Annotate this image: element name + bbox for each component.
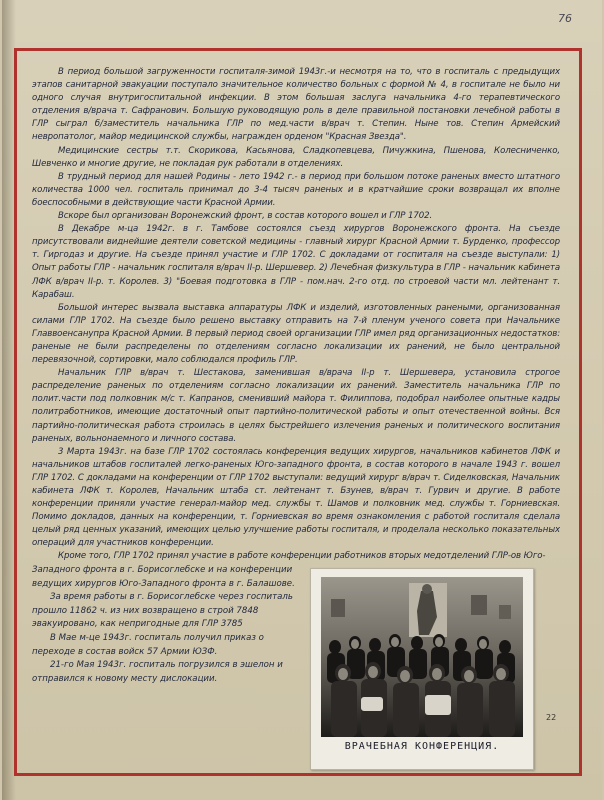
paragraph: Вскоре был организован Воронежский фронт, в состав которого вошел и ГЛР 1702.	[58, 211, 433, 222]
paragraph: Начальник ГЛР в/врач т. Шестакова, заменившая в/врача II-р т. Шершевера, установила строгое распределение раненых по отделениям согласно локализации их ранений. Заместитель начальника ГЛР по полит.части под полковник м/с т. Капранов, сменивший майора т. Филиппова, подобрал наиболее опытные кадры политработников, имеющие достаточный опыт партийно-политической работы и опыт отечественной войны. Вся партийно-политическая работа строилась в целях быстрейшего излечения раненых и политического воспитания раненых, вольнонаемного и личного состава.	[32, 368, 560, 444]
paragraph: В Мае м-це 1943г. госпиталь получил приказ о переходе в состав войск 57 Армии ЮЗФ.	[32, 632, 264, 657]
paragraph: Западного фронта в г. Борисоглебске и на конференции ведущих хирургов Юго-Западного фронта в г. Балашове.	[32, 565, 295, 589]
paragraph: Медицинские сестры т.т. Скорикова, Касьянова, Сладкопевцева, Пичужкина, Пшенова, Колесниченко, Шевченко и многие другие, не покладая рук работали в отделениях.	[32, 145, 560, 169]
handwritten-text-block	[32, 66, 560, 564]
page-number: 76	[558, 12, 572, 25]
page-mark: 22	[546, 713, 557, 722]
paragraph: 3 Марта 1943г. на базе ГЛР 1702 состоялась конференция ведущих хирургов, начальников кабинетов ЛФК и начальников штабов госпиталей легко-раненых Юго-западного фронта, в состав которого в начале 1943 г. вошел ГЛР 1702. С докладами на конференции от ГЛР 1702 выступали: ведущий хирург в/врач т. Сиделковская, Начальник кабинета ЛФК т. Королев, Начальник штаба ст. лейтенант т. Бзунев, в/врач т. Гурвич и другие. В работе конференции приняли участие генерал-майор мед. службы т. Шамов и полковник мед. службы т. Горниевская. Помимо докладов, данных на конференции, т. Горниевская во время ознакомления с работой госпиталя сделала целый ряд ценных указаний, имеющих целью улучшение работы госпиталя, и проделала несколько показательных операций для участников конференции.	[32, 446, 560, 549]
conference-photo	[321, 577, 523, 737]
photo-mount	[310, 568, 534, 770]
lower-text-block	[32, 564, 302, 686]
paragraph: Большой интерес вызвала выставка аппаратуры ЛФК и изделий, изготовленных ранеными, организованная силами ГЛР 1702. На съезде было решено выставку отправить на 7-й пленум ученого совета при Начальнике Главвоенсанупра Красной Армии. В первый период своей организации ГЛР имел ряд организационных недостатков: раненые не были распределены по отделениям согласно локализации их ранений, не было центральной перевязочной, сортировки, мало соблюдался профиль ГЛР.	[32, 302, 560, 366]
paragraph: За время работы в г. Борисоглебске через госпиталь прошло 11862 ч. из них возвращено в строй 7848 эвакуировано, как непригодные для ГЛР 3785	[32, 592, 293, 630]
photo-caption: ВРАЧЕБНАЯ КОНФЕРЕНЦИЯ.	[344, 741, 500, 752]
paragraph: Кроме того, ГЛР 1702 принял участие в работе конференции работников вторых медотделений ГЛР-ов Юго-	[58, 551, 546, 562]
paragraph: В трудный период для нашей Родины - лето 1942 г.- в период при большом потоке раненых вместо штатного количества 1000 чел. госпиталь принимал до 3-4 тысяч раненых и в кратчайшие сроки возвращал их вполне боеспособными в действующие части Красной Армии.	[32, 171, 560, 208]
paragraph: В период большой загруженности госпиталя-зимой 1943г.-и несмотря на то, что в госпиталь с предыдущих этапов санитарной эвакуации поступало значительное количество больных с формой № 4, в госпитале не было ни одного случая внутригоспитальной инфекции. В этом большая заслуга начальника 4-го терапевтического отделения в/врача т. Сафранович. Большую руководящую роль в деле правильной постановки лечебной работы в ГЛР сыграл б/заместитель начальника ГЛР по мед.части в/врач т. Степин. Ныне тов. Степин Армейский невропатолог, майор медицинской службы, награжден орденом "Красная Звезда".	[32, 67, 560, 143]
conference-photo-image	[321, 577, 523, 737]
paragraph: 21-го Мая 1943г. госпиталь погрузился в эшелон и отправился к новому месту дислокации.	[32, 660, 283, 684]
paragraph: В Декабре м-ца 1942г. в г. Тамбове состоялся съезд хирургов Воронежского фронта. На съезде присутствовали виднейшие деятели советской медицины - главный хирург Красной Армии т. Бурденко, профессор т. Гиргодаз и другие. На съезде принял участие и ГЛР 1702. С докладами от госпиталя на съезде выступали: 1) Опыт работы ГЛР - начальник госпиталя в/врач II-р. Шершевер. 2) Лечебная физкультура в ГЛР - начальник кабинета ЛФК в/врач II-р. т. Королев. 3) "Боевая подготовка в ГЛР - пом.нач. 2-го отд. по строевой части мл. лейтенант т. Карабаш.	[32, 224, 560, 300]
album-page	[2, 0, 602, 800]
